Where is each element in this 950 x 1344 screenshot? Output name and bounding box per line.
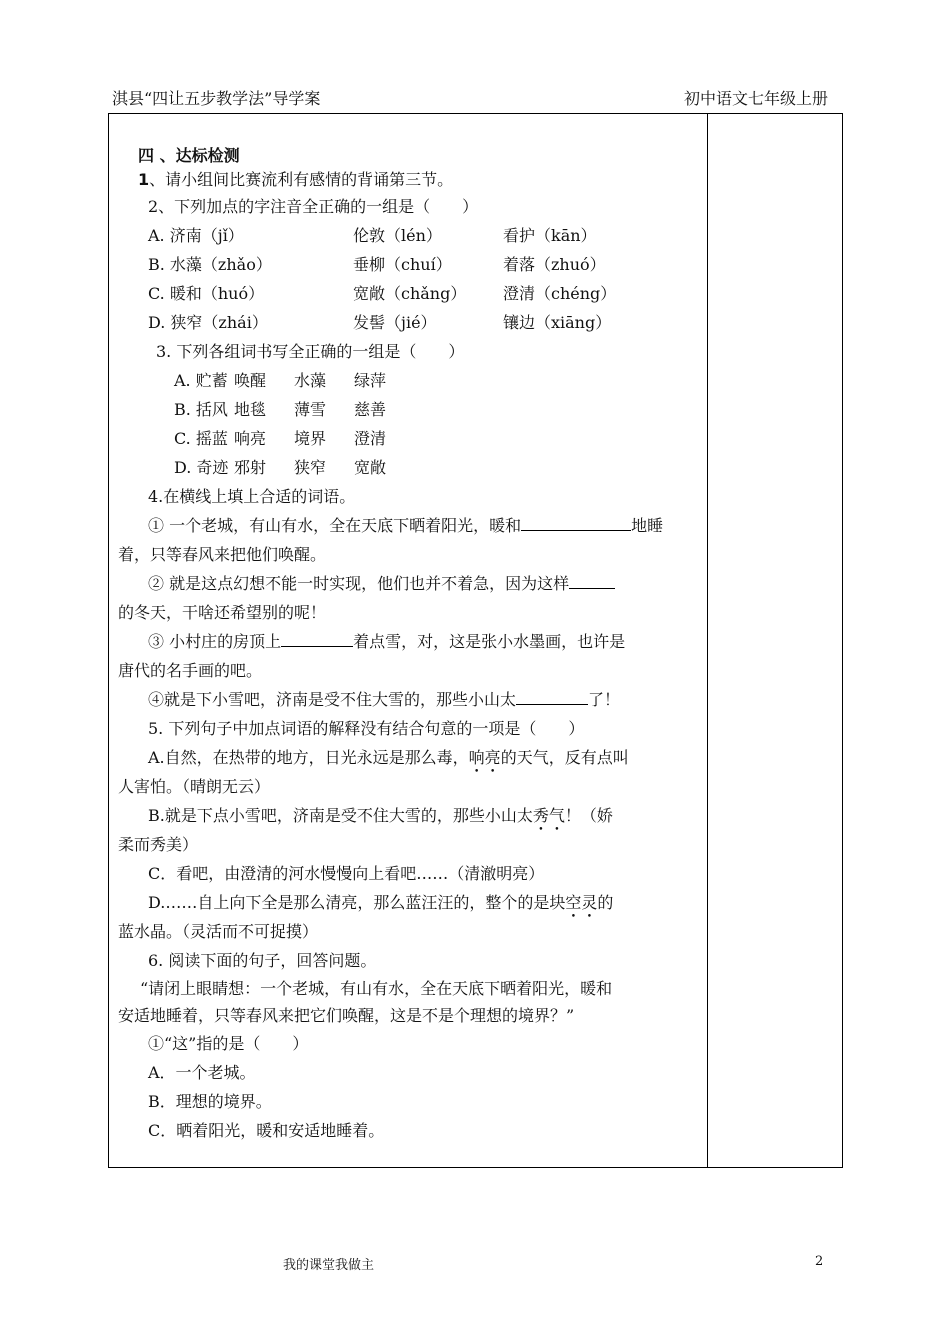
option-word: 伦敦（lén） [353, 226, 442, 245]
option-word: C. 摇蓝 [174, 429, 228, 448]
dotted-char: 响 [468, 748, 485, 767]
question-5-option-a [118, 743, 700, 772]
page-header [112, 86, 828, 112]
header-course: 初中语文七年级上册 [683, 89, 828, 108]
question-6-quote-1: “请闭上眼睛想：一个老城，有山有水，全在天底下晒着阳光，暖和 [140, 979, 613, 998]
option-word: 看护（kān） [503, 226, 597, 245]
question-3-option-b [118, 395, 700, 424]
option-word: A. 济南（jǐ） [148, 226, 244, 245]
question-4-stem: 4.在横线上填上合适的词语。 [148, 487, 356, 506]
dotted-char: 亮 [484, 748, 501, 767]
question-4-sentence-1 [118, 511, 700, 540]
main-column [118, 144, 700, 1145]
dotted-char: 秀 [532, 806, 549, 825]
sentence-text: B.就是下点小雪吧，济南是受不住大雪的，那些小山太 [148, 806, 533, 825]
option-word: B. 括风 [174, 400, 228, 419]
question-3-option-a [118, 366, 700, 395]
question-4-sentence-3 [118, 627, 700, 656]
option-word: 狭窄 [294, 458, 327, 477]
sentence-text: ③ 小村庄的房顶上 [148, 632, 282, 651]
option-word: 响亮 [234, 429, 267, 448]
fill-blank [521, 512, 631, 531]
option-word: 邪射 [234, 458, 267, 477]
question-5-option-b [118, 801, 700, 830]
question-6-option-b: B．理想的境界。 [148, 1092, 272, 1111]
option-word: 宽敞 [354, 458, 387, 477]
fill-blank [281, 628, 353, 647]
column-divider [707, 114, 708, 1167]
worksheet-table [108, 113, 843, 1168]
question-2-option-b [118, 250, 700, 279]
fill-blank [516, 686, 588, 705]
question-4-sentence-4 [118, 685, 700, 714]
option-word: 地毯 [234, 400, 267, 419]
option-word: 宽敞（chǎng） [353, 284, 467, 303]
question-6-option-a: A．一个老城。 [148, 1063, 256, 1082]
option-word: 唤醒 [234, 371, 267, 390]
question-3-stem: 3. 下列各组词书写全正确的一组是（ ） [156, 342, 465, 361]
option-word: 慈善 [354, 400, 387, 419]
question-6-sub: ①“这”指的是（ ） [148, 1034, 309, 1053]
sentence-text: 地睡 [631, 516, 664, 535]
question-1-number: 1 [138, 170, 150, 189]
question-6-option-c: C．晒着阳光，暖和安适地睡着。 [148, 1121, 385, 1140]
question-3-option-c [118, 424, 700, 453]
section-title: 四 、达标检测 [138, 146, 240, 165]
dotted-char: 空 [565, 893, 582, 912]
option-word: 着落（zhuó） [503, 255, 606, 274]
option-word: C. 暖和（huó） [148, 284, 265, 303]
option-word: A. 贮蓄 [174, 371, 228, 390]
question-3-option-d [118, 453, 700, 482]
question-2-option-a [118, 221, 700, 250]
question-4-sentence-2-cont: 的冬天，干啥还希望别的呢！ [118, 603, 327, 622]
option-word: 境界 [294, 429, 327, 448]
question-6-stem: 6. 阅读下面的句子，回答问题。 [148, 951, 377, 970]
option-word: B. 水藻（zhǎo） [148, 255, 272, 274]
question-2-option-c [118, 279, 700, 308]
sentence-text: 着点雪，对，这是张小水墨画，也许是 [353, 632, 626, 651]
question-1-text: 、请小组间比赛流利有感情的背诵第三节。 [149, 170, 454, 189]
question-5-option-d [118, 888, 700, 917]
question-5-option-c: C．看吧，由澄清的河水慢慢向上看吧……（清澈明亮） [148, 864, 545, 883]
header-title: 淇县“四让五步教学法”导学案 [112, 89, 321, 108]
sentence-text: ！（娇 [564, 806, 613, 825]
sentence-text: D.……自上向下全是那么清亮，那么蓝汪汪的，整个的是块 [148, 893, 566, 912]
option-word: 薄雪 [294, 400, 327, 419]
option-word: 澄清 [354, 429, 387, 448]
option-word: 镶边（xiāng） [503, 313, 612, 332]
sentence-text: ① 一个老城，有山有水，全在天底下晒着阳光，暖和 [148, 516, 522, 535]
sentence-text: 的天气，反有点叫 [500, 748, 629, 767]
question-5-stem: 5. 下列句子中加点词语的解释没有结合句意的一项是（ ） [148, 719, 585, 738]
question-4-sentence-1-cont: 着，只等春风来把他们唤醒。 [118, 545, 327, 564]
dotted-char: 气 [548, 806, 565, 825]
dotted-char: 灵 [581, 893, 598, 912]
option-word: 水藻 [294, 371, 327, 390]
option-word: D. 奇迹 [174, 458, 229, 477]
sentence-text: ② 就是这点幻想不能一时实现，他们也并不着急，因为这样 [148, 574, 570, 593]
footer-slogan: 我的课堂我做主 [283, 1258, 375, 1273]
option-word: D. 狭窄（zhái） [148, 313, 268, 332]
option-word: 澄清（chéng） [503, 284, 617, 303]
option-word: 垂柳（chuí） [353, 255, 452, 274]
sentence-text: 了！ [588, 690, 621, 709]
question-1 [118, 168, 700, 192]
question-6-quote-2: 安适地睡着，只等春风来把它们唤醒，这是不是个理想的境界？” [118, 1006, 575, 1025]
page-number: 2 [815, 1254, 824, 1269]
question-4-sentence-2 [118, 569, 700, 598]
option-word: 绿萍 [354, 371, 387, 390]
sentence-text: ④就是下小雪吧，济南是受不住大雪的，那些小山太 [148, 690, 517, 709]
question-5-option-a-cont: 人害怕。（晴朗无云） [118, 777, 271, 796]
question-5-option-d-cont: 蓝水晶。（灵活而不可捉摸） [118, 922, 319, 941]
sentence-text: A.自然，在热带的地方，日光永远是那么毒， [148, 748, 469, 767]
fill-blank [569, 570, 615, 589]
question-2-stem: 2、下列加点的字注音全正确的一组是（ ） [148, 197, 479, 216]
sentence-text: 的 [597, 893, 614, 912]
option-word: 发髻（jié） [353, 313, 437, 332]
question-5-option-b-cont: 柔而秀美） [118, 835, 199, 854]
question-2-option-d [118, 308, 700, 337]
question-4-sentence-3-cont: 唐代的名手画的吧。 [118, 661, 263, 680]
